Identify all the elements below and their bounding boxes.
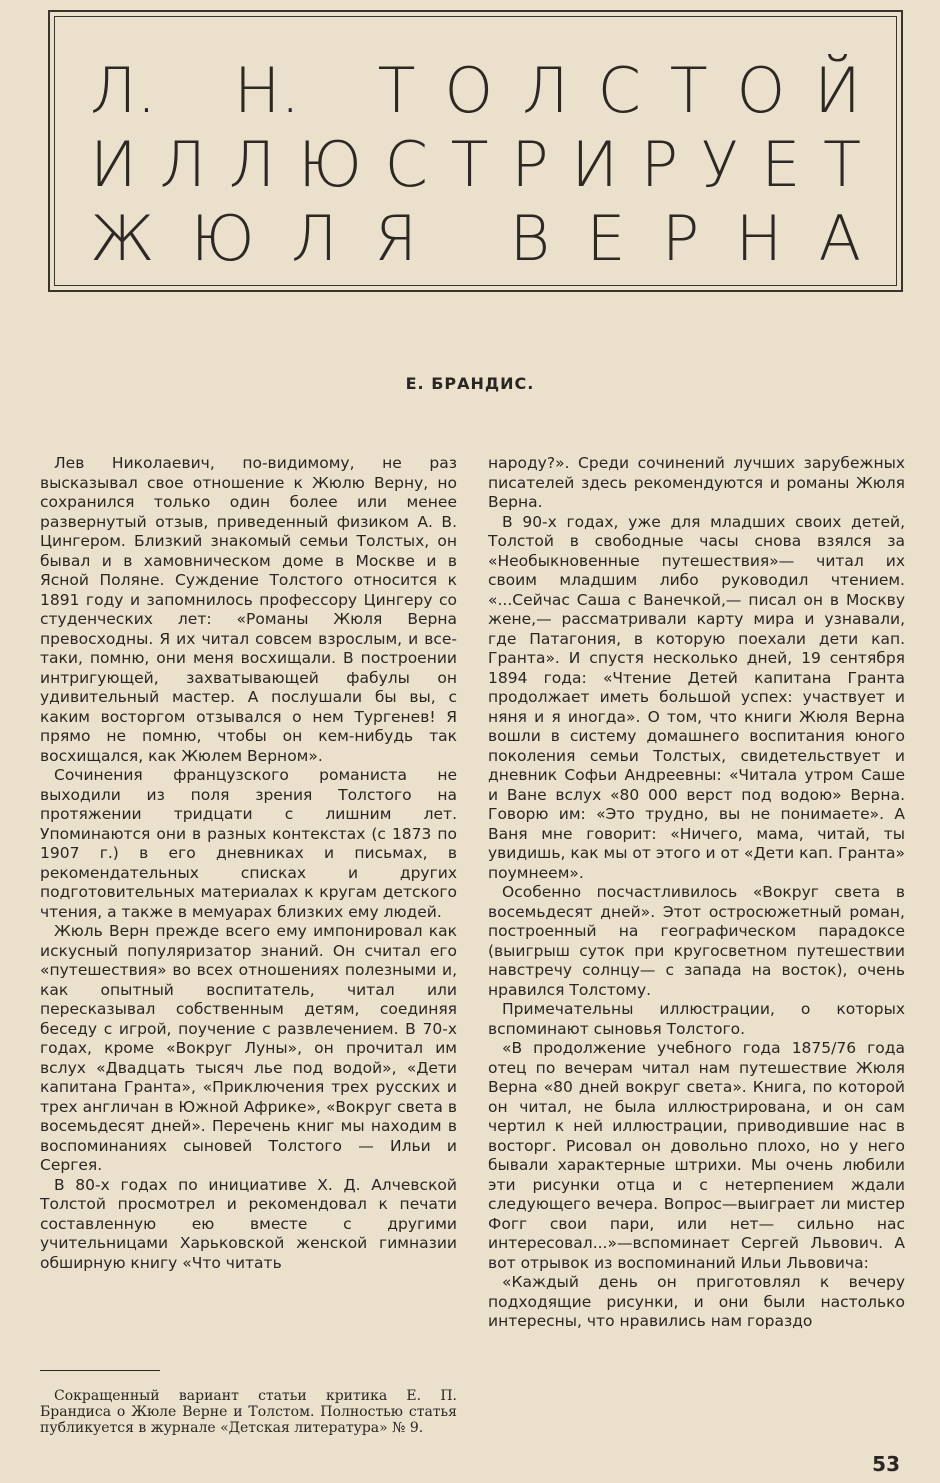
paragraph: В 80-х годах по инициативе Х. Д. Алчевской Толстой просмотрел и рекомендовал к печати составленную ею вместе с другими учительницами Харьковской женской гимназии обширную книгу «Что читать [40,1175,457,1272]
title-letter: Ю [190,202,255,275]
text-column-right [488,454,905,1332]
title-letter: Е [586,202,626,275]
paragraph: В 90-х годах, уже для младших своих детей, Толстой в свободные часы снова взялся за «Необыкновенные путешествия»— читал их своим младшим либо руководил чтением. «...Сейчас Саша с Ванечкой,— писал он в Москву жене,— рассматривали карту мира и узнавали, где Патагония, в которую поехали дети кап. Гранта». И спустя несколько дней, 19 сентября 1894 года: «Чтение Детей капитана Гранта продолжает иметь большой успех: участвует и няня и я иногда». О том, что книги Жюля Верна вошли в систему домашнего воспитания юного поколения семьи Толстых, свидетельствует и дневник Софьи Андреевны: «Читала утром Саше и Ване вслух «80 000 верст под водою» Верна. Говорю им: «Это трудно, вы не понимаете». А Ваня мне говорит: «Ничего, мама, читай, ты увидишь, как мы от этого и от «Дети кап. Гранта» поумнеем». [488,512,905,882]
title-frame [48,10,903,292]
title-letter: Я [373,202,418,275]
title-line-1 [90,56,861,126]
title-line-3 [90,204,861,274]
title-letter: И [90,128,137,201]
paragraph: Примечательны иллюстрации, о которых вспоминают сыновья Толстого. [488,1000,905,1038]
title-letter [453,204,473,274]
paragraph: народу?». Среди сочинений лучших зарубежных писателей здесь рекомендуются и романы Жюля Верна. [488,454,905,511]
title-letter: С [384,128,428,201]
text-column-left [40,454,457,1273]
author-byline: Е. БРАНДИС. [405,374,535,393]
title-line-2 [90,130,861,200]
title-letter: А [818,202,861,275]
paragraph: Лев Николаевич, по-видимому, не раз высказывал свое отношение к Жюлю Верну, но сохранился только один более или менее развернутый отзыв, приведенный физиком А. В. Цингером. Близкий знакомый семьи Толстых, он бывал и в хамовническом доме в Москве и в Ясной Поляне. Суждение Толстого относится к 1891 году и запомнилось профессору Цингеру со студенческих лет: «Романы Жюля Верна превосходны. Я их читал совсем взрослым, и все-таки, помню, они меня восхищали. В построении интригующей, захватывающей фабулы он удивительный мастер. А послушали бы вы, с каким восторгом отзывался о нем Тургенев! Я прямо не помню, чтобы он кем-нибудь так восхищался, как Жюлем Верном». [40,454,457,765]
title-letter: О [444,54,494,127]
title-letter: Т [377,54,416,127]
title-letter: Л [291,202,338,275]
paragraph: «Каждый день он приготовлял к вечеру подходящие рисунки, и они были настолько интересны, что нравились нам гораздо [488,1273,905,1330]
title-letter: Ж [90,202,155,275]
title-letter: Й [814,54,861,127]
title-letter: Е [761,128,801,201]
title-letter: У [700,128,739,201]
title-letter: Т [823,128,861,201]
title-letter [329,56,349,126]
paragraph: Жюль Верн прежде всего ему импонировал как искусный популяризатор знаний. Он считал его «путешествия» во всех отношениях полезными и, как опытный воспитатель, читал или пересказывал собственным детям, соединяя беседу с игрой, поучение с развлечением. В 70-х годах, кроме «Вокруг Луны», он прочитал им вслух «Двадцать тысяч лье под водой», «Дети капитана Гранта», «Приключения трех русских и трех англичан в Южной Африке», «Вокруг света в восемьдесят дней». Перечень книг мы находим в воспоминаниях сыновей Толстого — Ильи и Сергея. [40,922,457,1174]
footnote-text: Сокращенный вариант статьи критика Е. П. Брандиса о Жюле Верне и Толстом. Полностью статья публикуется в журнале «Детская литература» № 9. [40,1388,457,1436]
title-letter: Л [522,54,569,127]
title-letter: Р [640,128,679,201]
title-letter: В [509,202,551,275]
title-letter: Т [669,54,708,127]
paragraph: Сочинения французского романиста не выходили из поля зрения Толстого на протяжении тридцати с лишним лет. Упоминаются они в разных контекстах (с 1873 по 1907 г.) в его дневниках и письмах, в рекомендательных списках и других подготовительных материалах к кругам детского чтения, а также в мемуарах близких ему людей. [40,766,457,921]
title-letter: Л. [90,54,157,127]
title-letter: Л [159,128,207,201]
paragraph: «В продолжение учебного года 1875/76 года отец по вечерам читал нам путешествие Жюля Верна «80 дней вокруг света». Книга, по которой он читал, не была иллюстрирована, и он сам чертил к ней иллюстрации, приводившие нас в восторг. Рисовал он довольно плохо, но у него бывали характерные штрихи. Мы очень любили эти рисунки отца и с нетерпением ждали следующего вечера. Вопрос—выиграет ли мистер Фогг свои пари, или нет— сильно нас интересовал...»—вспоминает Сергей Львович. А вот отрывок из воспоминаний Ильи Львовича: [488,1039,905,1272]
title-letter [185,56,205,126]
title-letter: Н. [233,54,301,127]
title-letter: Н [735,202,783,275]
title-letter: Т [450,128,489,201]
title-letter: Л [228,128,276,201]
title-letter: И [571,128,619,201]
title-letter: Р [511,128,549,201]
title-letter: О [736,54,786,127]
title-letter: С [597,54,641,127]
title-letter: Р [661,202,700,275]
title-letter: Ю [298,128,362,201]
page-number: 53 [872,1452,900,1476]
footnote [40,1388,457,1436]
footnote-divider [40,1370,160,1371]
paragraph: Особенно посчастливилось «Вокруг света в восемьдесят дней». Этот остросюжетный роман, построенный на географическом парадоксе (выигрыш суток при кругосветном путешествии навстречу солнцу— с запада на восток), очень нравился Толстому. [488,883,905,999]
